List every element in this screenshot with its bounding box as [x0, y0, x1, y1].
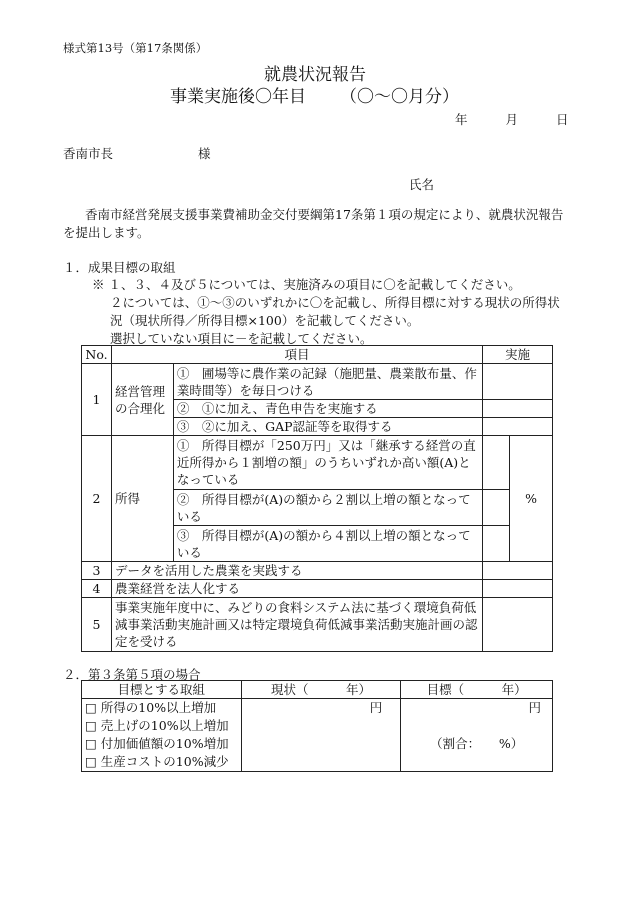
goal-option-value-added[interactable]: □ 付加価値額の10%増加: [85, 736, 229, 751]
row2-category: 所得: [111, 436, 173, 562]
date-day: 日: [556, 112, 569, 127]
note-line-2: ２については、①～③のいずれかに〇を記載し、所得目標に対する現状の所得状況（現状所得／所得目標×100）を記載してください。: [110, 295, 560, 328]
row1-option2: ② ①に加え、青色申告を実施する: [173, 400, 482, 418]
row1-option3: ③ ②に加え、GAP認証等を取得する: [173, 418, 482, 436]
recipient: 香南市長: [63, 146, 114, 161]
date-line: [455, 110, 569, 128]
current-yen-unit: 円: [369, 700, 383, 715]
row1-option1: ① 圃場等に農作業の記録（施肥量、農業散布量、作業時間等）を毎日つける: [173, 364, 482, 400]
date-month: 月: [505, 112, 519, 127]
row4-check[interactable]: [483, 580, 553, 598]
subtitle-years: 事業実施後〇年目: [170, 87, 306, 107]
row2-option3: ③ 所得目標が(A)の額から４割以上増の額となっている: [173, 526, 482, 562]
row1-option2-check[interactable]: [483, 400, 553, 418]
note-line-1: ※ １、３、４及び５については、実施済みの項目に〇を記載してください。: [92, 277, 521, 292]
goal-option-cost[interactable]: □ 生産コストの10%減少: [85, 754, 229, 769]
current-value-cell[interactable]: [241, 699, 401, 772]
honorific: 様: [198, 146, 211, 161]
row1-category: 経営管理の合理化: [111, 364, 173, 436]
row3-no: 3: [82, 562, 112, 580]
name-label: 氏名: [409, 177, 435, 192]
section1-heading: １．成果目標の取組: [63, 260, 176, 275]
row5-no: 5: [82, 598, 112, 652]
col-current-header: 現状（ 年）: [241, 681, 401, 699]
row2-option2: ② 所得目標が(A)の額から２割以上増の額となっている: [173, 490, 482, 526]
date-year: 年: [455, 112, 468, 127]
form-number: 様式第13号（第17条関係）: [63, 41, 208, 55]
row2-option3-check[interactable]: [483, 526, 510, 562]
row3-check[interactable]: [483, 562, 553, 580]
target-value-cell[interactable]: [401, 699, 553, 772]
section2-table: [81, 680, 553, 772]
col-done-header: 実施: [483, 346, 553, 364]
row3-item: データを活用した農業を実践する: [111, 562, 482, 580]
row2-option1: ① 所得目標が「250万円」又は「継承する経営の直近所得から１割増の額」のうちいずれか高い額(A)となっている: [173, 436, 482, 490]
row4-item: 農業経営を法人化する: [111, 580, 482, 598]
col-no-header: No.: [82, 346, 112, 364]
document-subtitle: [170, 82, 459, 107]
row1-option1-check[interactable]: [483, 364, 553, 400]
target-yen-unit: 円: [528, 700, 541, 715]
col-goal-header: 目標とする取組: [82, 681, 242, 699]
subtitle-period: （〇～〇月分）: [340, 87, 459, 107]
goal-option-income[interactable]: □ 所得の10%以上増加: [85, 700, 217, 715]
row2-percent[interactable]: %: [510, 436, 553, 562]
row1-no: 1: [82, 364, 112, 436]
row1-option3-check[interactable]: [483, 418, 553, 436]
note-line-3: 選択していない項目に－を記載してください。: [110, 331, 373, 346]
goal-options: [82, 699, 242, 772]
row2-option2-check[interactable]: [483, 490, 510, 526]
row5-check[interactable]: [483, 598, 553, 652]
goal-option-sales[interactable]: □ 売上げの10%以上増加: [85, 718, 229, 733]
section1-note: [92, 276, 572, 348]
row2-option1-check[interactable]: [483, 436, 510, 490]
intro-paragraph: 香南市経営発展支援事業費補助金交付要綱第17条第１項の規定により、就農状況報告を提出します。: [63, 207, 564, 240]
row4-no: 4: [82, 580, 112, 598]
section2-heading: ２．第３条第５項の場合: [63, 667, 201, 682]
col-item-header: 項目: [111, 346, 482, 364]
col-target-header: 目標（ 年）: [401, 681, 553, 699]
document-title: 就農状況報告: [264, 65, 366, 85]
target-ratio: （割合： %）: [430, 736, 524, 751]
row2-no: 2: [82, 436, 112, 562]
goals-table: [81, 345, 553, 652]
row5-item: 事業実施年度中に、みどりの食料システム法に基づく環境負荷低減事業活動実施計画又は特定環境負荷低減事業活動実施計画の認定を受ける: [111, 598, 482, 652]
